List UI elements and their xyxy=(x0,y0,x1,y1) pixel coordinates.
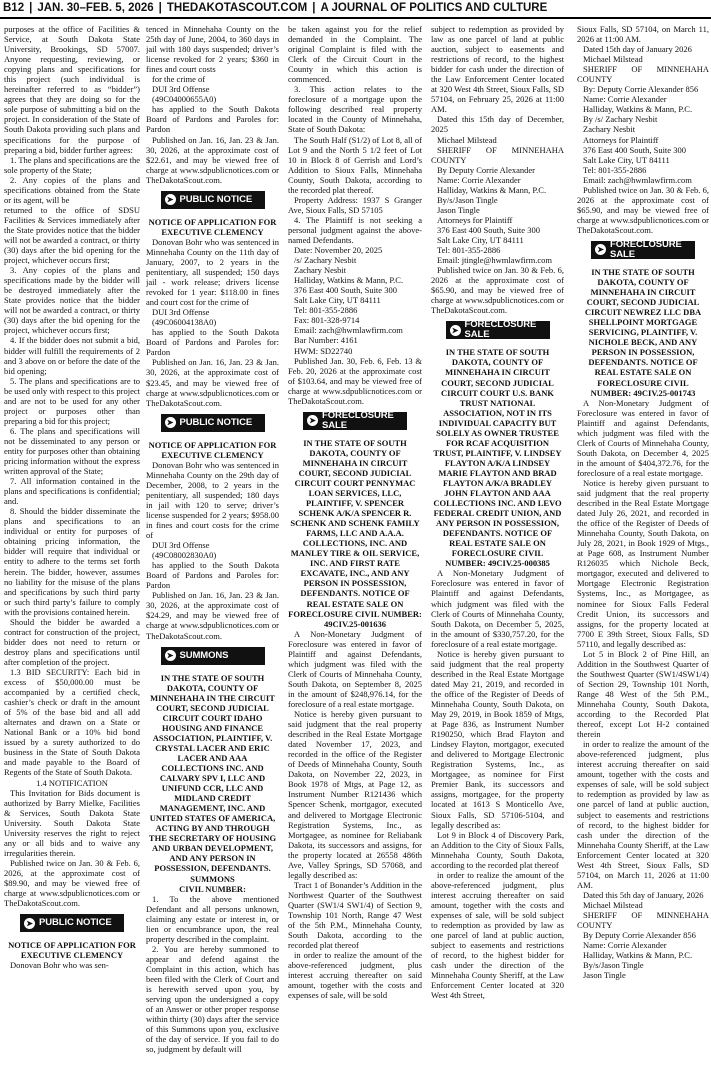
paragraph: The South Half (S1/2) of Lot 8, all of Lot 9 and the North 5 1/2 feet of Lot 10 in Block 8 of Gerrish and Lord’s Addition to Sioux Falls, Minnehaha County, South Dakota, according to the recorded plat thereof. xyxy=(288,134,422,195)
paragraph: Donovan Bohr who was sen- xyxy=(10,960,109,971)
paragraph: Should the bidder be awarded a contract for construction of the project, bidder does not need to return or destroy plans and specifications until after completion of the project. xyxy=(4,616,140,667)
signature-line: 376 East 400 South, Suite 300 xyxy=(583,144,686,155)
list-item: returned to the office of SDSU Facilities & Services immediately after the State provides notice that the bidder will not be awarded a contract, or thirty (30) days after the bid opening for the project, whichever occurs first; xyxy=(4,204,140,266)
arrow-icon: ➤ xyxy=(165,194,176,205)
paragraph: subject to redemption as provided by law as one parcel of land at public auction, subject to easements and restrictions of record, to the highest bidder for cash under the direction of the Law Enforcement Center located at 320 West 4th Street, Sioux Falls, SD 57104, on February 25, 2026 at 11:00 AM. xyxy=(431,24,564,115)
paragraph: DUI 3rd Offense xyxy=(152,307,210,318)
publication-note: Published twice on Jan. 30 & Feb. 6, 2026, at the approximate cost of $89.90, and may be viewed free of charge at www.sdpublicnotices.com or TheDakotaScout.com. xyxy=(4,857,140,909)
paragraph: has applied to the South Dakota Board of Pardons and Paroles for: Pardon xyxy=(146,560,279,591)
signature-line: Halliday, Watkins & Mann, P.C. xyxy=(583,950,693,961)
signature-line: Fax: 801-328-9714 xyxy=(294,315,360,326)
paragraph: A Non-Monetary Judgment of Foreclosure was entered in favor of Plaintiff and against Defendants, which judgment was filed with the Clerk of Courts of Minnehaha County, South Dakota, on December 4, 2025 in the amount of $404,372.76, for the foreclosure of a real estate mortgage. xyxy=(577,397,709,478)
arrow-icon: ➤ xyxy=(165,417,176,428)
signature-line: By: Deputy Corrie Alexander 856 xyxy=(583,84,699,95)
arrow-icon: ➤ xyxy=(165,650,176,661)
column-1 xyxy=(4,24,140,1080)
column-4 xyxy=(431,24,564,1080)
paragraph: be taken against you for the relief demanded in the Complaint. The original Complaint is filed with the Clerk of the Circuit Court in the County in which this action is commenced. xyxy=(288,24,422,85)
banner-label: FORECLOSURE SALE xyxy=(464,319,537,341)
case-heading: CIVIL NUMBER: xyxy=(179,883,246,894)
banner-label: FORECLOSURE SALE xyxy=(610,238,682,260)
paragraph: Donovan Bohr who was sentenced in Minnehaha County on the 29th day of December, 2008, to 2 years in the penitentiary, all suspended; 180 days in jail with 120 to serve; driver’s license suspended for 2 years; $958.00 in fines and court costs for the crime of xyxy=(146,459,279,541)
signature-line: By/s/Jason Tingle xyxy=(437,194,498,205)
paragraph: 3. This action relates to the foreclosure of a mortgage upon the following described real property located in the County of Minnehaha, State of South Dakota: xyxy=(288,84,422,135)
signature-line: By Deputy Corrie Alexander 856 xyxy=(583,930,696,941)
signature-line: Michael Milstead xyxy=(583,54,643,65)
signature-line: Halliday, Watkins & Mann, P.C. xyxy=(294,275,404,286)
signature-line: Halliday, Watkins & Mann, P.C. xyxy=(583,104,693,115)
signature-line: Tel: 801-355-2886 xyxy=(583,164,647,175)
signature-line: Jason Tingle xyxy=(583,970,626,981)
notice-title: NOTICE OF APPLICATION FOR EXECUTIVE CLEMENCY xyxy=(148,439,277,460)
case-caption: IN THE STATE OF SOUTH DAKOTA, COUNTY OF MINNEHAHA IN CIRCUIT COURT, SECOND JUDICIAL CIRCUIT NEWREZ LLC DBA SHELLPOINT MORTGAGE SERVICING, PLAINTIFF, V. NICHOLE BECK, AND ANY PERSON IN POSSESSION, DEFENDANTS. NOTICE OF REAL ESTATE SALE ON FORECLOSURE CIVIL NUMBER: 49CIV.25-001743 xyxy=(584,266,702,398)
paragraph: Dated 15th day of January 2026 xyxy=(583,44,692,55)
signature-line: By Deputy Corrie Alexander xyxy=(437,164,535,175)
signature-line: SHERIFF OF MINNEHAHA COUNTY xyxy=(577,64,709,85)
signature-line: Email: zach@hwmlawfirm.com xyxy=(294,325,403,336)
signature-line: Michael Milstead xyxy=(583,899,643,910)
list-item: 5. The plans and specifications are to be used only with respect to this project and are not to be used for any other project or purposes other than preparing a bid for this project; xyxy=(4,375,140,426)
signature-line: Date: November 20, 2025 xyxy=(294,245,383,256)
signature-line: Attorneys for Plaintiff xyxy=(583,134,659,145)
paragraph: tenced in Minnehaha County on the 25th day of June, 2004, to 360 days in jail with 180 days suspended; driver’s license revoked for 2 years; $360 in fines and court costs xyxy=(146,24,279,75)
signature-line: Salt Lake City, UT 84111 xyxy=(294,295,381,306)
paragraph: in order to realize the amount of the above-referenced judgment, plus interest accruing thereafter on said amount, together with the costs and expenses of sale, will be sold subject to redemption as provided by law as one parcel of land at public auction, subject to easements and restrictions of record, to the highest bidder for cash under the direction of the Minnehaha County Sheriff, at the Law Enforcement Center located at 320 West 4th Street, Sioux Falls, SD 57104, on March 11, 2026 at 11:00 AM. xyxy=(577,739,709,890)
banner-label: FORECLOSURE SALE xyxy=(322,409,394,431)
section-heading: 1.4 NOTIFICATION xyxy=(36,777,108,788)
paragraph: Notice is hereby given pursuant to said judgment that the real property described in the Real Estate Mortgage dated May 21, 2019, and recorded in the office of the Register of Deeds of Minnehaha County, South Dakota, on May 29, 2019, in Book 1859 of Mtgs, at Page 836, as Instrument Number R190250, which Brad Flayton and Lindsey Flayton, mortgagor, executed and delivered to Mortgage Electronic Registration Systems, Inc., as Mortgagee, as nominee for First Premier Bank, its successors and assigns, mortgagee, for the property located at 1613 S Monticello Ave, Sioux Falls, SD 57106-5104, and legally described as: xyxy=(431,648,564,830)
signature-line: 376 East 400 South, Suite 300 xyxy=(294,285,397,296)
arrow-icon: ➤ xyxy=(24,918,35,929)
signature-line: 376 East 400 South, Suite 300 xyxy=(437,224,540,235)
paragraph: has applied to the South Dakota Board of Pardons and Paroles for: Pardon xyxy=(146,327,279,358)
signature-line: HWM: SD22740 xyxy=(294,345,353,356)
arrow-icon: ➤ xyxy=(307,415,318,426)
signature-line: Salt Lake City, UT 84111 xyxy=(437,234,524,245)
paragraph: Dated this 5th day of January, 2026 xyxy=(583,889,704,900)
list-item: 2. Any copies of the plans and specifications obtained from the State or its agent, will be xyxy=(4,174,140,205)
signature-line: Bar Number: 4161 xyxy=(294,335,358,346)
publication-note: Published on Jan. 16, Jan. 23 & Jan. 30, 2026, at the approximate cost of $23.45, and may be viewed free of charge at www.sdpublicnotices.com or TheDakotaScout.com. xyxy=(146,357,279,408)
paragraph: Notice is hereby given pursuant to said judgment that the real property described in the Real Estate Mortgage dated November 17, 2023, and recorded in the office of the Register of Deeds of Minnehaha County, South Dakota, on November 22, 2023, in Book 1978 of Mtgs, at Page 12, as Instrument Number R121436 which Spencer Schenk, mortgagor, executed and delivered to Mortgage Electronic Registration Systems, Inc., as Mortgagee, as nominee for Reliabank Dakota, its successors and assigns, for the property located at 26558 486th Ave, Valley Springs, SD 57068, and legally described as: xyxy=(288,709,422,880)
paragraph: This Invitation for Bids document is authorized by Barry Mielke, Facilities & Services, South Dakota State University. South Dakota State University reserves the right to reject any or all bids and to waive any irregularities therein. xyxy=(4,787,140,858)
paragraph: Tract 1 of Bonander’s Addition in the Northwest Quarter of the Southwest Quarter (SW1/4 SW1/4) of Section 9, Township 101 North, Range 47 West of the 5th P.M., Minnehaha County, South Dakota, according to the recorded plat thereof xyxy=(288,879,422,951)
list-item: 1. The plans and specifications are the sole property of the State; xyxy=(4,154,140,175)
signature-line: Name: Corrie Alexander xyxy=(583,94,667,105)
signature-line: Name: Corrie Alexander xyxy=(437,174,521,185)
case-caption: IN THE STATE OF SOUTH DAKOTA, COUNTY OF MINNEHAHA IN THE CIRCUIT COURT, SECOND JUDICIAL CIRCUIT COURT IDAHO HOUSING AND FINANCE ASSOCIATION, PLAINTIFF, V. CRYSTAL LACER AND ERIC LACER AND AAA COLLECTIONS INC. AND CALVARY SPV I, LLC AND UNIFUND CCR, LLC AND MIDLAND CREDIT MANAGEMENT, INC. AND UNITED STATES OF AMERICA, ACTING BY AND THROUGH THE SECRETARY OF HOUSING AND URBAN DEVELOPMENT, AND ANY PERSON IN POSSESSION, DEFENDANTS. xyxy=(148,672,277,874)
paragraph: for the crime of xyxy=(152,74,206,85)
paragraph: DUI 3rd Offense xyxy=(152,540,210,551)
public-notice-banner xyxy=(161,191,265,209)
paragraph: DUI 3rd Offense xyxy=(152,84,210,95)
case-caption: IN THE STATE OF SOUTH DAKOTA, COUNTY OF MINNEHAHA IN CIRCUIT COURT, SECOND JUDICIAL CIRCUIT COURT U.S. BANK TRUST NATIONAL ASSOCIATION, NOT IN ITS INDIVIDUAL CAPACITY BUT SOLELY AS OWNER TRUSTEE FOR RCAF ACQUISITION TRUST, PLAINTIFF, V. LINDSEY FLAYTON A/K/A LINDSEY MARIE FLAYTON AND BRAD FLAYTON A/K/A BRADLEY JOHN FLAYTON AND AAA COLLECTIONS INC. AND LEVO FEDERAL CREDIT UNION, AND ANY PERSON IN POSSESSION, DEFENDANTS. NOTICE OF REAL ESTATE SALE ON FORECLOSURE CIVIL NUMBER: 49CIV.25-000385 xyxy=(433,347,562,569)
signature-line: Tel: 801-355-2886 xyxy=(294,305,358,316)
issue-date: JAN. 30–FEB. 5, 2026 xyxy=(37,2,154,14)
publication-note: Published twice on Jan. 30 & Feb. 6, 2026 at the approximate cost of $65.90, and may be viewed free of charge at www.sdpublicnotices.com or TheDakotaScout.com. xyxy=(431,265,564,316)
paragraph: 4. The Plaintiff is not seeking a personal judgment against the above-named Defendants. xyxy=(288,214,422,245)
paragraph: Sioux Falls, SD 57104, on March 11, 2026 at 11:00 AM. xyxy=(577,24,709,45)
list-item: 3. Any copies of the plans and specifications made by the bidder will be destroyed immediately after the State provides notice that the bidder will not be awarded a contract, or thirty (30) days after the bid opening for the project, whichever occurs first; xyxy=(4,265,140,336)
paragraph: in order to realize the amount of the above-referenced judgment, plus interest accruing thereafter on said amount, together with the costs and expenses of sale, will be sold xyxy=(288,950,422,1001)
list-item: 7. All information contained in the plans and specifications is confidential; and. xyxy=(4,476,140,507)
paragraph: purposes at the office of Facilities & Service, at South Dakota State University, Brookings, SD 57007. Anyone requesting, reviewing, or copying plans and specifications for this project (such individual is hereinafter referred to as “bidder”) agrees that they are doing so for the sole purpose of submitting a bid on the project. In consideration of the State of South Dakota providing such plans and specifications for the purpose of preparing a bid, bidder further agrees: xyxy=(4,24,140,155)
paragraph: Dated this 15th day of December, 2025 xyxy=(431,114,564,135)
paragraph: has applied to the South Dakota Board of Pardons and Paroles for: Pardon xyxy=(146,104,279,135)
signature-line: Zachary Nesbit xyxy=(294,265,347,276)
list-item: 6. The plans and specifications will not be disseminated to any person or entity for purposes other than obtaining pricing information without the express written approval of the State; xyxy=(4,425,140,477)
arrow-icon: ➤ xyxy=(595,244,606,255)
foreclosure-sale-banner xyxy=(591,238,695,260)
banner-label: SUMMONS xyxy=(179,649,229,661)
paragraph: 2. You are hereby summoned to appear and defend against the Complaint in this action, which has been filed with the Clerk of Court and is herewith served upon you, by serving upon the undersigned a copy of an Answer or other proper response within thirty (30) days after the service of this Summons upon you, exclusive of the day of service. If you fail to do so, judgment by default will xyxy=(146,943,279,1055)
publication-note: Published on Jan. 16, Jan. 23 & Jan. 30, 2026, at the approximate cost of $24.29, and may be viewed free of charge at www.sdpublicnotices.com or TheDakotaScout.com. xyxy=(146,590,279,641)
signature-line: SHERIFF OF MINNEHAHA COUNTY xyxy=(577,909,709,931)
paragraph: Notice is hereby given pursuant to said judgment that the real property described in the Real Estate Mortgage dated July 26, 2021, and recorded in the office of the Register of Deeds of Minnehaha County, South Dakota, on July 28, 2021, in Book 1929 of Mtgs., at Page 608, as Instrument Number R126035 which Nichole Beck, mortgagor, executed and delivered to Mortgage Electronic Registration Systems, Inc., as Mortgagee, as nominee for Sioux Falls Federal Credit Union, its successors and assigns, for the property located at 7700 E 39th Street, Sioux Falls, SD 57110, and legally described as: xyxy=(577,477,709,649)
paragraph: in order to realize the amount of the above-referenced judgment, plus interest accruing thereafter on said amount, together with the costs and expenses of sale, will be sold subject to redemption as provided by law as one parcel of land at public auction, subject to easements and restrictions of record, to the highest bidder for cash under the direction of the Minnehaha County Sheriff, at the Law Enforcement Center located at 320 West 4th Street, xyxy=(431,869,564,1001)
paragraph: Lot 9 in Block 4 of Discovery Park, an Addition to the City of Sioux Falls, Minnehaha County, South Dakota, according to the recorded plat thereof xyxy=(431,829,564,870)
signature-line: Halliday, Watkins & Mann, P.C. xyxy=(437,184,547,195)
publication-note: Published on Jan. 16, Jan. 23 & Jan. 30, 2026, at the approximate cost of $22.61, and may be viewed free of charge at www.sdpublicnotices.com or TheDakotaScout.com. xyxy=(146,134,279,185)
page-number: B12 xyxy=(3,2,25,14)
column-3 xyxy=(288,24,422,1080)
signature-line: Jason Tingle xyxy=(437,204,480,215)
paragraph: Property Address: 1937 S Granger Ave, Sioux Falls, SD 57105 xyxy=(288,194,422,215)
signature-line: Email: jtingle@hwmlawfirm.com xyxy=(437,255,552,266)
site-name[interactable]: THEDAKOTASCOUT.COM xyxy=(166,2,308,14)
signature-line: /s/ Zachary Nesbit xyxy=(294,255,357,266)
paragraph: 1.3 BID SECURITY: Each bid in excess of $50,000.00 must be accompanied by a certified check, cashier’s check or draft in the amount of 5% of the base bid and all add alternates and drawn on a State or National Bank or a 10% bid bond issued by a surety authorized to do business in the State of South Dakota and made payable to the Board of Regents of the State of South Dakota. xyxy=(4,667,140,778)
notice-title: NOTICE OF APPLICATION FOR EXECUTIVE CLEMENCY xyxy=(8,940,136,961)
case-heading: SUMMONS xyxy=(190,873,235,884)
notice-title: NOTICE OF APPLICATION FOR EXECUTIVE CLEMENCY xyxy=(148,216,277,237)
summons-banner xyxy=(161,647,265,665)
paragraph: (49C08002830A0) xyxy=(152,550,217,561)
banner-label: PUBLIC NOTICE xyxy=(39,917,112,929)
signature-line: Salt Lake City, UT 84111 xyxy=(583,154,670,165)
foreclosure-sale-banner xyxy=(303,409,407,431)
list-item: 4. If the bidder does not submit a bid, bidder will fulfill the requirements of 2 and 3 above on or before the date of the bid opening; xyxy=(4,335,140,376)
column-2 xyxy=(146,24,279,1080)
banner-label: PUBLIC NOTICE xyxy=(179,416,253,428)
signature-line: Name: Corrie Alexander xyxy=(583,940,667,951)
paragraph: (49C06004138A0) xyxy=(152,317,217,328)
tagline: A JOURNAL OF POLITICS AND CULTURE xyxy=(320,2,548,14)
list-item: 8. Should the bidder disseminate the plans and specifications to an individual or entity for purposes of obtaining pricing information, the bidder will require that individual or entity to adhere to the terms set forth herein. The bidder, however, assumes no liability for the misuse of the plans and specifications by such third party or such third party’s failure to comply with the provisions contained herein. xyxy=(4,506,140,617)
signature-line: Attorneys for Plaintiff xyxy=(437,214,513,225)
signature-line: Michael Milstead xyxy=(437,134,497,145)
column-5 xyxy=(577,24,709,1080)
publication-note: Published Jan. 30, Feb. 6, Feb. 13 & Feb. 20, 2026 at the approximate cost of $103.64, and may be viewed free of charge at www.sdpublicnotices.com or TheDakotaScout.com. xyxy=(288,355,422,406)
paragraph: (49C04000655A0) xyxy=(152,94,217,105)
paragraph: Donovan Bohr who was sentenced in Minnehaha County on the 11th day of January, 2007, to 2 years in the penitentiary, all suspended; 150 days jail - work release; drivers license revoked for 1 year: $118.00 in fines and court cost for the crime of xyxy=(146,236,279,308)
masthead: B12 | JAN. 30–FEB. 5, 2026 | THEDAKOTASCOUT.COM | A JOURNAL OF POLITICS AND CULTURE xyxy=(0,0,711,19)
foreclosure-sale-banner xyxy=(446,321,550,339)
paragraph: 1. To the above mentioned Defendant and all persons unknown, claiming any estate or interest in, or lien or encumbrance upon, the real property described in the complaint. xyxy=(146,893,279,944)
paragraph: A Non-Monetary Judgment of Foreclosure was entered in favor of Plaintiff and against Defendants, which judgment was filed with the Clerk of Courts of Minnehaha County, South Dakota, on September 8, 2025 in the amount of $248,976.14, for the foreclosure of a real estate mortgage. xyxy=(288,628,422,709)
paragraph: A Non-Monetary Judgment of Foreclosure was entered in favor of Plaintiff and against Defendants, which judgment was filed with the Clerk of Courts of Minnehaha County, South Dakota, on December 5, 2025, in the amount of $330,757.20, for the foreclosure of a real estate mortgage. xyxy=(431,568,564,649)
banner-label: PUBLIC NOTICE xyxy=(179,193,253,205)
arrow-icon: ➤ xyxy=(450,325,461,336)
signature-line: SHERIFF OF MINNEHAHA COUNTY xyxy=(431,144,564,165)
signature-line: Tel: 801-355-2886 xyxy=(437,245,501,256)
case-caption: IN THE STATE OF SOUTH DAKOTA, COUNTY OF MINNEHAHA IN CIRCUIT COURT, SECOND JUDICIAL CIRCUIT COURT PENNYMAC LOAN SERVICES, LLC, PLAINTIFF, V. SPENCER SCHENK A/K/A SPENCER R. SCHENK AND SCHENK FAMILY FARMS, LLC AND A.A.A. COLLECTIONS, INC. AND MANLEY TIRE & OIL SERVICE, INC. AND FIRST RATE EXCAVATE, INC., AND ANY PERSON IN POSSESSION, DEFENDANTS. NOTICE OF REAL ESTATE SALE ON FORECLOSURE CIVIL NUMBER: 49CIV.25-001636 xyxy=(288,437,422,629)
signature-line: By /s/ Zachary Nesbit xyxy=(583,114,658,125)
signature-line: Zachary Nesbit xyxy=(583,124,636,135)
publication-note: Published twice on Jan. 30 & Feb. 6, 2026 at the approximate cost of $65.90, and may be viewed free of charge at www.sdpublicnotices.com or TheDakotaScout.com. xyxy=(577,184,709,235)
public-notice-banner xyxy=(161,414,265,432)
signature-line: By/s/Jason Tingle xyxy=(583,960,644,971)
paragraph: Lot 5 in Block 2 of Pine Hill, an Addition in the Southwest Quarter of the Southwest Quarter (SW1/4SW1/4) of Section 29, Township 101 North, Range 48 West of the 5th P.M., Minnehaha County, South Dakota, according to the Recorded Plat thereof, except Lot H-2 contained therein xyxy=(577,648,709,740)
public-notice-banner xyxy=(20,914,124,932)
signature-line: Email: zach@hwmlawfirm.com xyxy=(583,174,692,185)
